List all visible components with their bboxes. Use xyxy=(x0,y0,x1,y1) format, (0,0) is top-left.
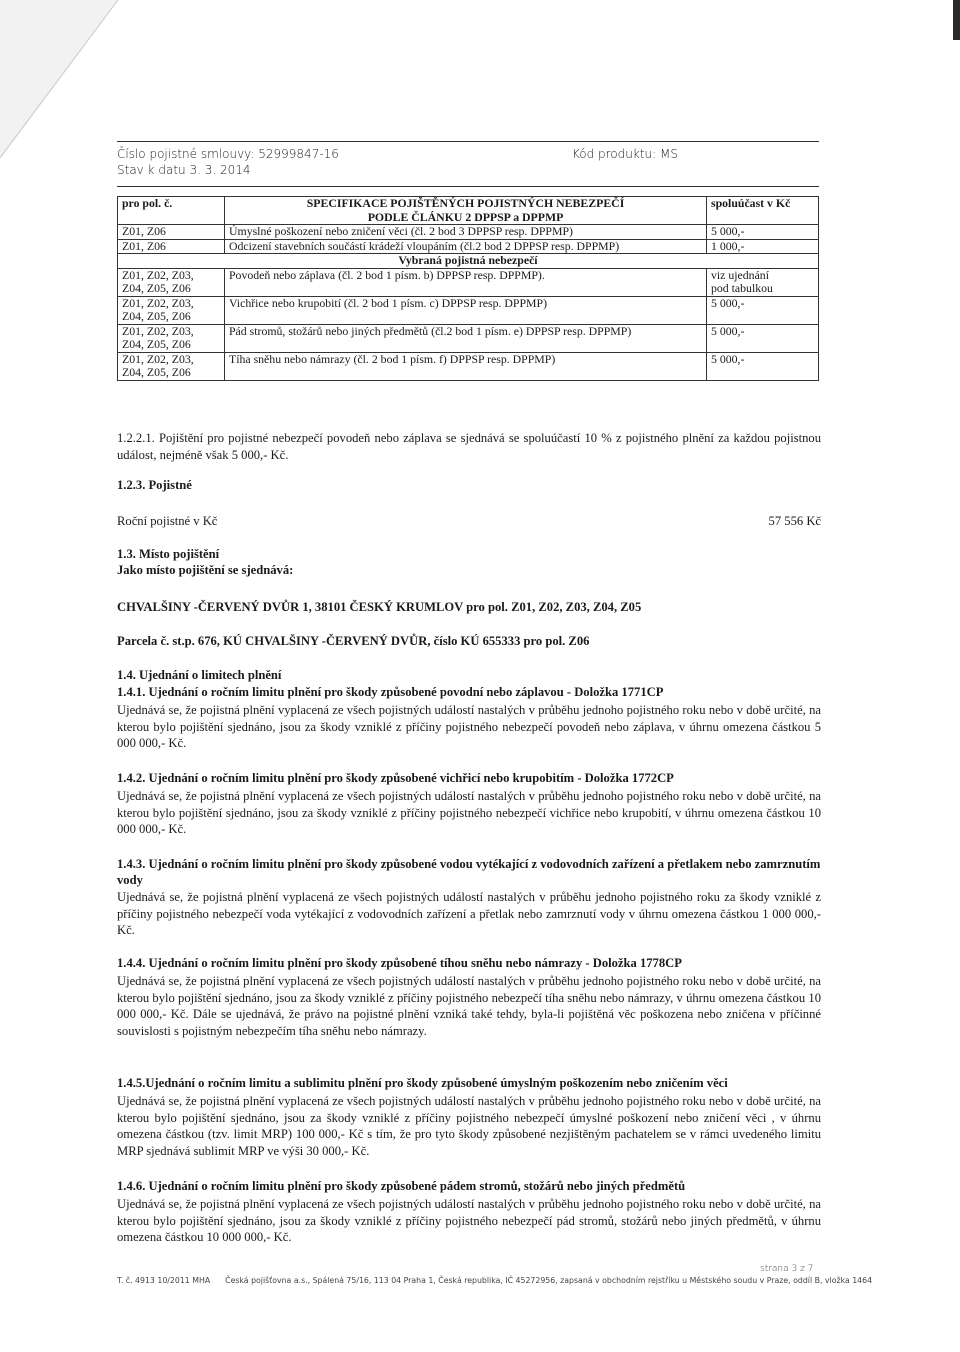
section-location-heading: 1.3. Místo pojištění xyxy=(117,547,220,561)
limit-1-text: Ujednává se, že pojistná plnění vyplacená ze všech pojistných událostí nastalých v průběhu jednoho pojistného roku nebo v době určité, na kterou bylo pojištění sjednáno, jsou za škody vzniklé z příčiny pojistného nebezpečí povodeň nebo záplava, v úhrnu omezena částkou 5 000 000,- Kč. xyxy=(117,703,821,750)
row-amount: 1 000,- xyxy=(707,239,819,254)
table-row xyxy=(118,352,819,380)
policy-number: Číslo pojistné smlouvy: 52999847-16 xyxy=(117,147,339,161)
table-header-row xyxy=(118,197,819,225)
hazard-spec-table xyxy=(117,196,819,381)
row-pol-line2: Z04, Z05, Z06 xyxy=(122,337,191,351)
limit-2-text: Ujednává se, že pojistná plnění vyplacená ze všech pojistných událostí nastalých v průběhu jednoho pojistného roku nebo v době určité, na kterou bylo pojištění sjednáno, jsou za škody vzniklé z příčiny pojistného nebezpečí vichřice nebo krupobití, v úhrnu omezena částkou 10 000 000,- Kč. xyxy=(117,789,821,836)
row-amount: 5 000,- xyxy=(707,324,819,352)
table-subheader-row xyxy=(118,254,819,269)
limit-5-heading: 1.4.5.Ujednání o ročním limitu a sublimitu plnění pro škody způsobené úmyslným poškozením nebo zničením věci xyxy=(117,1076,728,1090)
row-pol-line1: Z01, Z02, Z03, xyxy=(122,323,194,338)
page-number: strana 3 z 7 xyxy=(760,1264,814,1274)
row-pol xyxy=(118,324,225,352)
scan-edge-mark xyxy=(953,0,960,40)
location-address: CHVALŠINY -ČERVENÝ DVŮR 1, 38101 ČESKÝ KRUMLOV pro pol. Z01, Z02, Z03, Z04, Z05 xyxy=(117,600,642,614)
row-pol-line1: Z01, Z02, Z03, xyxy=(122,351,194,366)
limit-2-heading: 1.4.2. Ujednání o ročním limitu plnění pro škody způsobené vichřicí nebo krupobitím - Doložka 1772CP xyxy=(117,771,674,785)
row-pol: Z01, Z06 xyxy=(118,239,225,254)
row-pol-line1: Z01, Z02, Z03, xyxy=(122,295,194,310)
deductible-clause: 1.2.2.1. Pojištění pro pojistné nebezpečí povodeň nebo záplava se sjednává se spoluúčastí 10 % z pojistného plnění za každou pojistnou událost, nejméně však 5 000,- Kč. xyxy=(117,431,821,462)
row-amount: 5 000,- xyxy=(707,225,819,240)
row-pol: Z01, Z06 xyxy=(118,225,225,240)
page-footer xyxy=(117,1276,877,1285)
row-desc: Povodeň nebo záplava (čl. 2 bod 1 písm. b) DPPSP resp. DPPMP). xyxy=(225,268,707,296)
row-pol xyxy=(118,268,225,296)
row-desc: Odcizení stavebních součástí krádeží vloupáním (čl.2 bod 2 DPPSP resp. DPPMP) xyxy=(225,239,707,254)
product-code: Kód produktu: MS xyxy=(572,147,678,161)
table-title-line1: SPECIFIKACE POJIŠTĚNÝCH POJISTNÝCH NEBEZPEČÍ xyxy=(306,196,625,210)
section-premium-heading: 1.2.3. Pojistné xyxy=(117,478,192,492)
section-location-subheading: Jako místo pojištění se sjednává: xyxy=(117,563,294,577)
limit-4-heading: 1.4.4. Ujednání o ročním limitu plnění pro škody způsobené tíhou sněhu nebo námrazy - Doložka 1778CP xyxy=(117,956,682,970)
col-header-pol: pro pol. č. xyxy=(118,197,225,225)
table-row xyxy=(118,239,819,254)
limit-3-heading: 1.4.3. Ujednání o ročním limitu plnění pro škody způsobené vodou vytékající z vodovodních zařízení a přetlakem nebo zamrznutím vody xyxy=(117,857,821,887)
row-pol-line2: Z04, Z05, Z06 xyxy=(122,309,191,323)
limit-4-text: Ujednává se, že pojistná plnění vyplacená ze všech pojistných událostí nastalých v průběhu jednoho pojistného roku nebo v době určité, na kterou bylo pojištění sjednáno, jsou za škody vzniklé z příčiny pojistného nebezpečí tíha sněhu nebo námrazy, v úhrnu omezena částkou 10 000 000,- Kč. Dále se ujednává, že právo na pojistné plnění vzniká také tehdy, byla-li pojištěná věc poškozena nebo zničena v příčinné souvislosti s pojistným nebezpečím tíha sněhu nebo námrazy. xyxy=(117,974,821,1038)
annual-premium-label: Roční pojistné v Kč xyxy=(117,514,218,528)
table-title xyxy=(225,197,707,225)
row-amount xyxy=(707,268,819,296)
table-row xyxy=(118,268,819,296)
table-row xyxy=(118,296,819,324)
row-pol-line2: Z04, Z05, Z06 xyxy=(122,281,191,295)
row-amount-line2: pod tabulkou xyxy=(711,281,773,295)
page-corner-fold xyxy=(0,0,120,160)
row-pol xyxy=(118,296,225,324)
limit-3-text: Ujednává se, že pojistná plnění vyplacená ze všech pojistných událostí nastalých v průběhu jednoho pojistného roku za škody vzniklé z příčiny pojistného nebezpečí voda vytékající z vodovodních zařízení a přetlak nebo zamrznutí vody v úhrnu omezena částkou 1 000 000,- Kč. xyxy=(117,890,821,937)
table-title-line2: PODLE ČLÁNKU 2 DPPSP a DPPMP xyxy=(367,209,564,224)
row-pol-line1: Z01, Z02, Z03, xyxy=(122,267,194,282)
annual-premium-value: 57 556 Kč xyxy=(768,514,821,528)
limit-6-heading: 1.4.6. Ujednání o ročním limitu plnění pro škody způsobené pádem stromů, stožárů nebo jiných předmětů xyxy=(117,1179,686,1193)
header-bottom-rule xyxy=(117,186,819,187)
row-amount-line1: viz ujednání xyxy=(711,267,769,282)
row-desc: Tíha sněhu nebo námrazy (čl. 2 bod 1 písm. f) DPPSP resp. DPPMP) xyxy=(225,352,707,380)
table-subheader: Vybraná pojistná nebezpečí xyxy=(118,254,819,269)
col-header-amount: spoluúčast v Kč xyxy=(707,197,819,225)
form-code: T. č. 4913 10/2011 MHA xyxy=(117,1276,211,1285)
section-limits-heading: 1.4. Ujednání o limitech plnění xyxy=(117,668,282,682)
row-amount: 5 000,- xyxy=(707,296,819,324)
limit-6-text: Ujednává se, že pojistná plnění vyplacená ze všech pojistných událostí nastalých v průběhu jednoho pojistného roku nebo v době určité, na kterou bylo pojištění sjednáno, jsou za škody vzniklé z příčiny pojistného nebezpečí pád stromů, stožárů nebo jiných předmětů, v úhrnu omezena částkou 10 000 000,- Kč. xyxy=(117,1197,821,1244)
company-info: Česká pojišťovna a.s., Spálená 75/16, 113 04 Praha 1, Česká republika, IČ 45272956, zapsaná v obchodním rejstříku u Městského soudu v Praze, oddíl B, vložka 1464 xyxy=(225,1276,873,1285)
table-row xyxy=(118,324,819,352)
table-row xyxy=(118,225,819,240)
row-desc: Úmyslné poškození nebo zničení věci (čl. 2 bod 3 DPPSP resp. DPPMP) xyxy=(225,225,707,240)
row-pol xyxy=(118,352,225,380)
limit-5-text: Ujednává se, že pojistná plnění vyplacená ze všech pojistných událostí nastalých v průběhu jednoho pojistného roku nebo v době určité, na kterou bylo pojištění sjednáno, jsou za škody vzniklé z příčiny pojistného nebezpečí úmyslné poškození nebo zničení věci , v úhrnu omezena částkou (tzv. limit MRP) 100 000,- Kč s tím, že pro tyto škody způsobené nezjištěným pachatelem se v rámci uvedeného limitu MRP sjednává sublimit MRP ve výši 30 000,- Kč. xyxy=(117,1094,821,1158)
row-desc: Vichřice nebo krupobití (čl. 2 bod 1 písm. c) DPPSP resp. DPPMP) xyxy=(225,296,707,324)
header-top-rule xyxy=(117,141,819,142)
limit-1-heading: 1.4.1. Ujednání o ročním limitu plnění pro škody způsobené povodní nebo záplavou - Doložka 1771CP xyxy=(117,685,664,699)
row-pol-line2: Z04, Z05, Z06 xyxy=(122,365,191,379)
status-date: Stav k datu 3. 3. 2014 xyxy=(117,163,251,177)
row-amount: 5 000,- xyxy=(707,352,819,380)
row-desc: Pád stromů, stožárů nebo jiných předmětů (čl.2 bod 1 písm. e) DPPSP resp. DPPMP) xyxy=(225,324,707,352)
location-parcel: Parcela č. st.p. 676, KÚ CHVALŠINY -ČERVENÝ DVŮR, číslo KÚ 655333 pro pol. Z06 xyxy=(117,634,590,648)
